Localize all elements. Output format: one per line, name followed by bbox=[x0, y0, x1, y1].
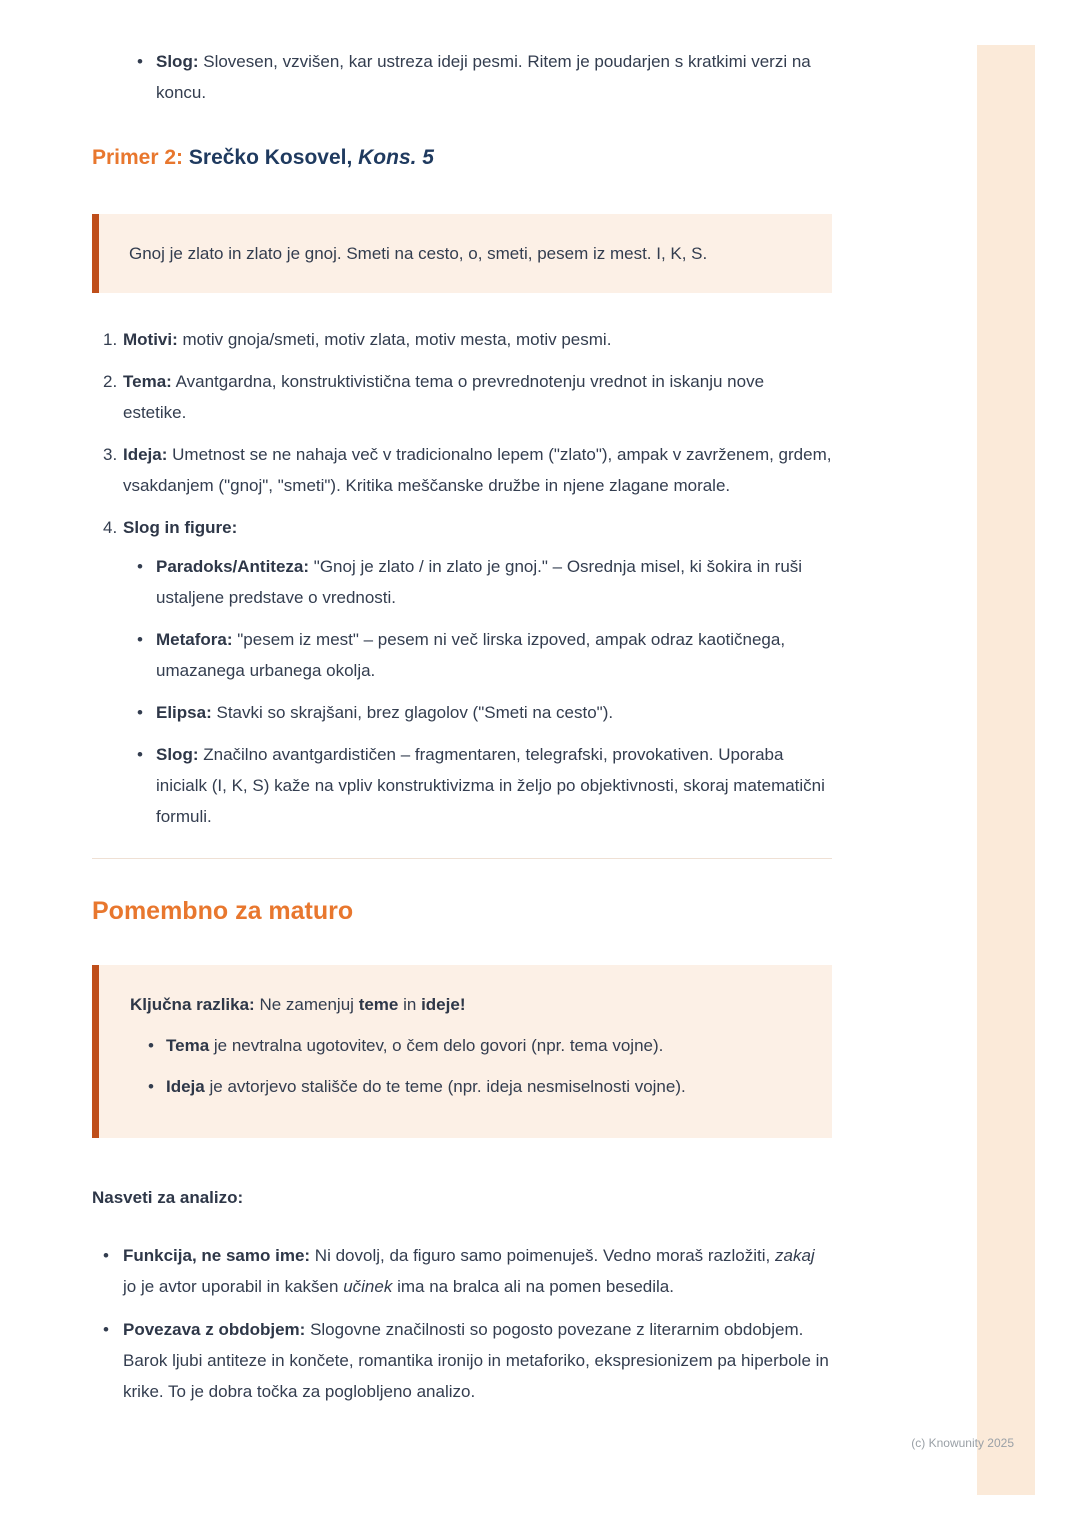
document-content bbox=[92, 0, 832, 1419]
copyright-notice: (c) Knowunity 2025 bbox=[911, 1436, 1014, 1450]
bullet-icon: • bbox=[103, 1320, 109, 1339]
intro-list bbox=[92, 46, 832, 108]
term-text: je nevtralna ugotovitev, o čem delo govori (npr. tema vojne). bbox=[213, 1036, 664, 1055]
term-text: je avtorjevo stališče do te teme (npr. ideja nesmiselnosti vojne). bbox=[209, 1077, 686, 1096]
term-text: jo je avtor uporabil in kakšen bbox=[123, 1277, 339, 1296]
section-heading-matura: Pomembno za maturo bbox=[92, 897, 354, 925]
item-number: 3. bbox=[103, 445, 118, 464]
analysis-item-ideja bbox=[92, 439, 832, 501]
bullet-icon: • bbox=[137, 703, 143, 722]
term-label: Povezava z obdobjem: bbox=[123, 1320, 306, 1339]
item-number: 4. bbox=[103, 518, 118, 537]
bullet-icon: • bbox=[148, 1036, 154, 1055]
item-number: 2. bbox=[103, 372, 118, 391]
emphasis-word: učinek bbox=[343, 1277, 393, 1296]
term-label: Slog: bbox=[156, 745, 199, 764]
heading-prefix: Primer 2: bbox=[92, 146, 184, 169]
analysis-item-motivi bbox=[92, 324, 832, 355]
term-text: in bbox=[403, 995, 417, 1014]
tips-list bbox=[92, 1240, 832, 1407]
list-item-slog bbox=[92, 46, 832, 108]
analysis-list bbox=[92, 324, 832, 832]
figure-item-metafora bbox=[123, 624, 832, 686]
tip-item-povezava bbox=[92, 1314, 832, 1407]
figure-item-elipsa bbox=[123, 697, 832, 728]
term-label: Slog in figure: bbox=[123, 518, 238, 537]
key-difference-list bbox=[130, 1030, 802, 1102]
figure-item-slog bbox=[123, 739, 832, 832]
bullet-icon: • bbox=[148, 1077, 154, 1096]
term-label: Motivi: bbox=[123, 330, 178, 349]
bullet-icon: • bbox=[137, 52, 143, 71]
term-text: ima na bralca ali na pomen besedila. bbox=[397, 1277, 674, 1296]
poem-quote-text: Gnoj je zlato in zlato je gnoj. Smeti na cesto, o, smeti, pesem iz mest. I, K, S. bbox=[129, 244, 708, 263]
term-label: Ideja bbox=[166, 1077, 205, 1096]
term-text: Umetnost se ne nahaja več v tradicionalno lepem ("zlato"), ampak v zavrženem, grdem, vsakdanjem ("gnoj", "smeti"). Kritika meščanske družbe in njene zlagane morale. bbox=[123, 445, 832, 495]
bullet-icon: • bbox=[137, 630, 143, 649]
term-text: "Gnoj je zlato / in zlato je gnoj." – Osrednja misel, ki šokira in ruši ustaljene predstave o vrednosti. bbox=[156, 557, 803, 607]
term-label: Metafora: bbox=[156, 630, 233, 649]
tips-heading: Nasveti za analizo: bbox=[92, 1188, 244, 1207]
term-text: Slogovne značilnosti so pogosto povezane z literarnim obdobjem. Barok ljubi antiteze in končete, romantika ironijo in metaforiko, ekspresionizem pa hiperbole in krike. To je dobra točka za poglobljeno analizo. bbox=[123, 1320, 829, 1401]
tip-item-funkcija bbox=[92, 1240, 832, 1302]
analysis-item-slog-figure bbox=[92, 512, 832, 832]
figures-list bbox=[123, 551, 832, 832]
emphasis-word: ideje! bbox=[421, 995, 466, 1014]
key-difference-line bbox=[130, 989, 802, 1020]
analysis-item-tema bbox=[92, 366, 832, 428]
callout-item-tema bbox=[130, 1030, 802, 1061]
item-number: 1. bbox=[103, 330, 118, 349]
term-text: Ni dovolj, da figuro samo poimenuješ. Vedno moraš razložiti, bbox=[314, 1246, 771, 1265]
heading-author: Srečko Kosovel, bbox=[188, 146, 353, 169]
term-text: "pesem iz mest" – pesem ni več lirska izpoved, ampak odraz kaotičnega, umazanega urbanega okolja. bbox=[156, 630, 786, 680]
term-label: Tema: bbox=[123, 372, 172, 391]
bullet-icon: • bbox=[137, 745, 143, 764]
term-text: Stavki so skrajšani, brez glagolov ("Smeti na cesto"). bbox=[216, 703, 614, 722]
page-margin-strip bbox=[977, 45, 1035, 1495]
term-label: Tema bbox=[166, 1036, 210, 1055]
bullet-icon: • bbox=[103, 1246, 109, 1265]
heading-work-title: Kons. 5 bbox=[358, 146, 434, 169]
section-heading-primer2 bbox=[92, 144, 832, 172]
term-label: Funkcija, ne samo ime: bbox=[123, 1246, 311, 1265]
term-text: Značilno avantgardističen – fragmentaren, telegrafski, provokativen. Uporaba inicialk (I, K, S) kaže na vpliv konstruktivizma in željo po objektivnosti, skoraj matematični formuli. bbox=[156, 745, 825, 826]
bullet-icon: • bbox=[137, 557, 143, 576]
term-label: Paradoks/Antiteza: bbox=[156, 557, 310, 576]
term-text: Slovesen, vzvišen, kar ustreza ideji pesmi. Ritem je poudarjen s kratkimi verzi na koncu. bbox=[156, 52, 811, 102]
term-label: Slog: bbox=[156, 52, 199, 71]
callout-item-ideja bbox=[130, 1071, 802, 1102]
term-text: Ne zamenjuj bbox=[259, 995, 354, 1014]
emphasis-word: zakaj bbox=[774, 1246, 815, 1265]
key-difference-callout bbox=[92, 965, 832, 1138]
term-label: Elipsa: bbox=[156, 703, 212, 722]
term-text: Avantgardna, konstruktivistična tema o prevrednotenju vrednot in iskanju nove estetike. bbox=[123, 372, 765, 422]
term-label: Ideja: bbox=[123, 445, 168, 464]
emphasis-word: teme bbox=[358, 995, 399, 1014]
term-label: Ključna razlika: bbox=[130, 995, 255, 1014]
figure-item-paradoks bbox=[123, 551, 832, 613]
poem-quote-block bbox=[92, 214, 832, 293]
term-text: motiv gnoja/smeti, motiv zlata, motiv mesta, motiv pesmi. bbox=[182, 330, 612, 349]
section-divider bbox=[92, 858, 832, 859]
